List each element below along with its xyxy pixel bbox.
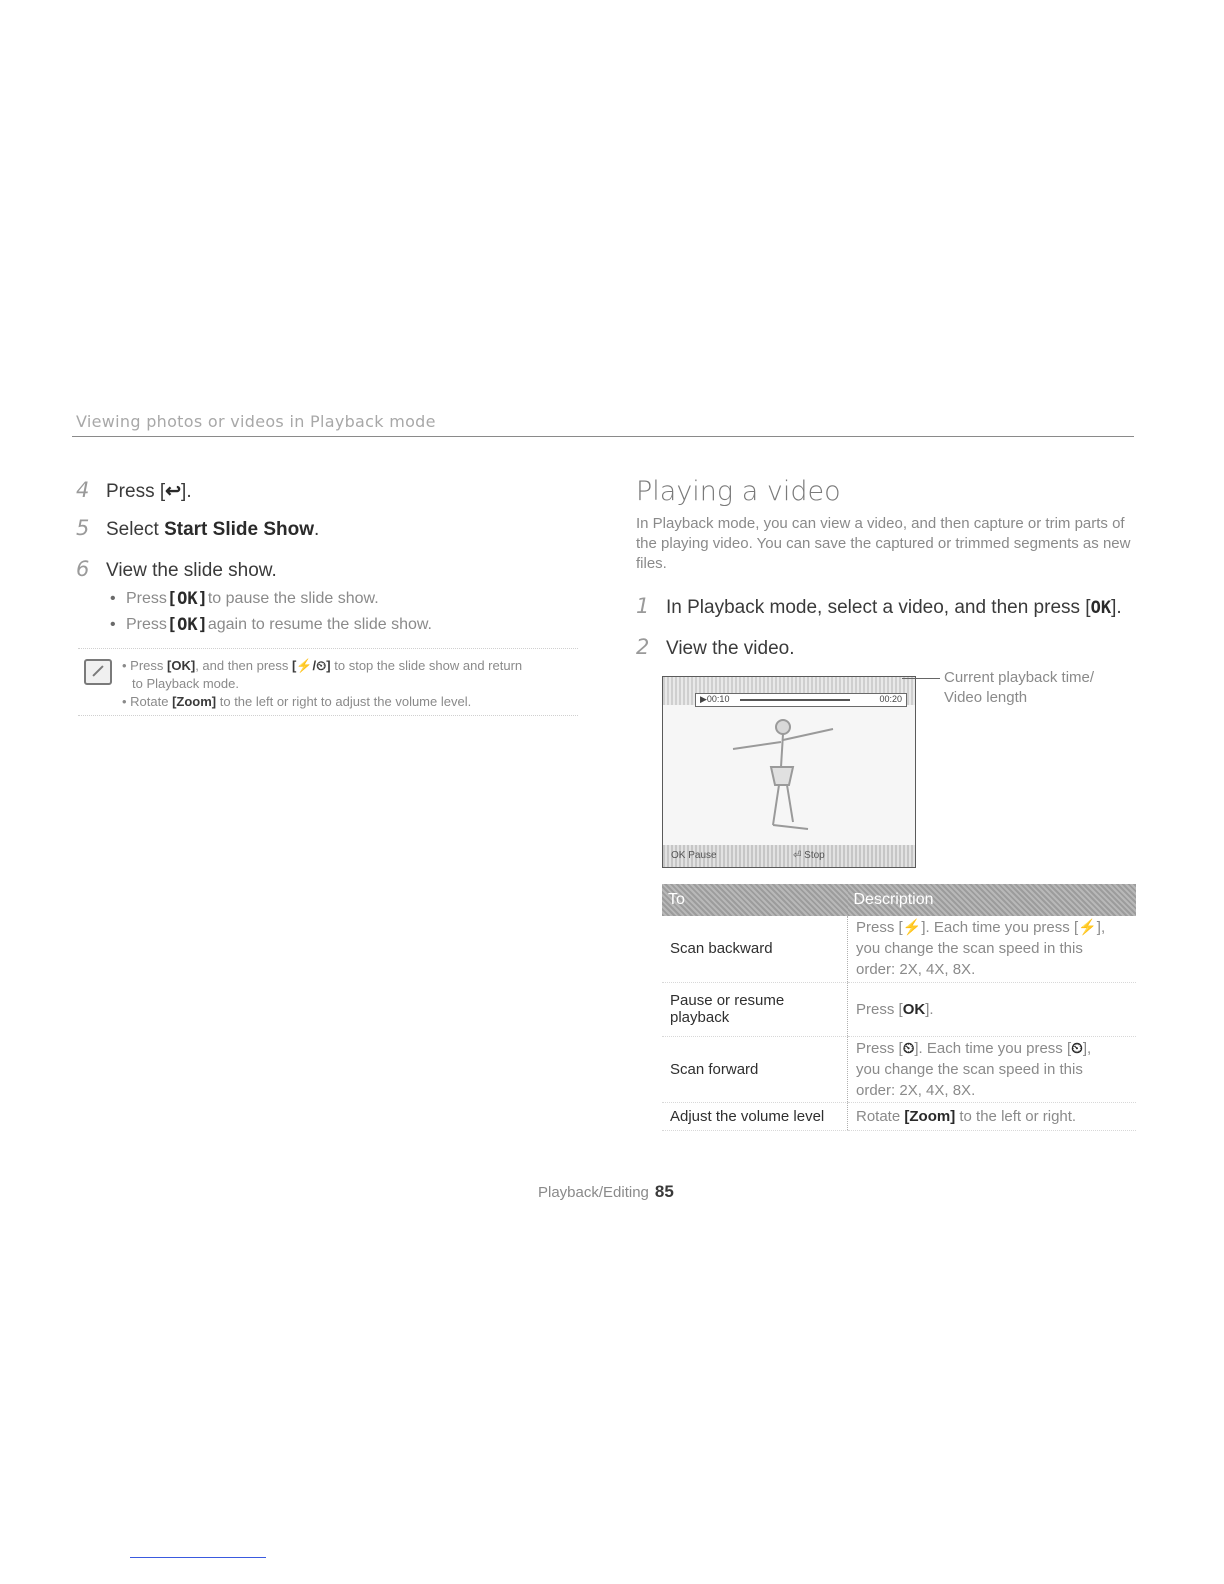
step-text: In Playback mode, select a video, and then press [OK]. bbox=[666, 597, 1122, 618]
step-number: 5 bbox=[76, 516, 90, 540]
progress-bar bbox=[740, 699, 850, 701]
page-header bbox=[72, 408, 1134, 437]
table-header-to: To bbox=[662, 884, 848, 916]
table-cell-description: Press [OK]. bbox=[848, 982, 1137, 1036]
step-4 bbox=[76, 478, 192, 503]
step-6 bbox=[76, 557, 277, 582]
note-pencil-icon bbox=[84, 659, 112, 685]
video-length: 00:20 bbox=[879, 694, 902, 704]
table-row bbox=[662, 982, 1136, 1036]
callout-label: Current playback time/ Video length bbox=[944, 669, 1095, 706]
menu-option-label: Start Slide Show bbox=[164, 519, 315, 540]
video-playback-screen bbox=[662, 676, 916, 868]
table-cell-action: Scan backward bbox=[662, 916, 848, 982]
step-text: View the slide show. bbox=[106, 560, 277, 581]
page-number: 85 bbox=[654, 1182, 674, 1201]
table-row bbox=[662, 1102, 1136, 1130]
note-box bbox=[78, 648, 578, 716]
table-header-description: Description bbox=[848, 884, 1137, 916]
table-cell-description: Press [⚡]. Each time you press [⚡], you change the scan speed in this order: 2X, 4X, 8X. bbox=[848, 916, 1137, 982]
video-controls bbox=[663, 845, 915, 867]
stop-button[interactable]: ⏎ Stop bbox=[793, 850, 825, 861]
back-icon: ↩ bbox=[165, 481, 182, 502]
table-cell-description: Rotate [Zoom] to the left or right. bbox=[848, 1102, 1137, 1130]
table-cell-description: Press [⏲]. Each time you press [⏲], you change the scan speed in this order: 2X, 4X, 8X. bbox=[848, 1036, 1137, 1102]
step-number: 6 bbox=[76, 557, 90, 581]
header-title: Viewing photos or videos in Playback mode bbox=[76, 412, 436, 431]
dancer-figure-icon bbox=[713, 707, 873, 847]
step-number: 1 bbox=[636, 594, 650, 618]
table-row bbox=[662, 1036, 1136, 1102]
step-text: View the video. bbox=[666, 638, 795, 659]
step-number: 4 bbox=[76, 478, 90, 502]
footnote-divider bbox=[130, 1557, 266, 1558]
section-title: Playing a video bbox=[636, 476, 841, 507]
table-cell-action: Pause or resume playback bbox=[662, 982, 848, 1036]
step-2 bbox=[636, 635, 795, 660]
list-item: • Press [OK] to pause the slide show. bbox=[110, 589, 379, 609]
table-cell-action: Scan forward bbox=[662, 1036, 848, 1102]
table-cell-action: Adjust the volume level bbox=[662, 1102, 848, 1130]
step-1 bbox=[636, 594, 1122, 619]
note-text: • Press [OK], and then press [⚡/⏲] to stop the slide show and return to Playback mode. • Rotate [Zoom] to the left or right to adjust the volume level. bbox=[122, 658, 523, 709]
playback-time-bar bbox=[695, 693, 907, 707]
step-text: Press [↩]. bbox=[106, 481, 192, 502]
current-time: ▶00:10 bbox=[700, 694, 730, 704]
list-item: • Press [OK] again to resume the slide show. bbox=[110, 615, 432, 635]
callout-line bbox=[902, 678, 940, 679]
step-6-bullets bbox=[110, 586, 432, 638]
step-number: 2 bbox=[636, 635, 650, 659]
controls-table bbox=[662, 884, 1136, 1131]
footer-section: Playback/Editing bbox=[538, 1184, 649, 1201]
step-text: Select Start Slide Show. bbox=[106, 519, 320, 540]
page-footer bbox=[538, 1182, 674, 1202]
step-5 bbox=[76, 516, 319, 541]
table-row bbox=[662, 916, 1136, 982]
pause-button[interactable]: OK Pause bbox=[671, 850, 717, 861]
intro-paragraph: In Playback mode, you can view a video, and then capture or trim parts of the playing video. You can save the captured or trimmed segments as new files. bbox=[636, 515, 1131, 572]
